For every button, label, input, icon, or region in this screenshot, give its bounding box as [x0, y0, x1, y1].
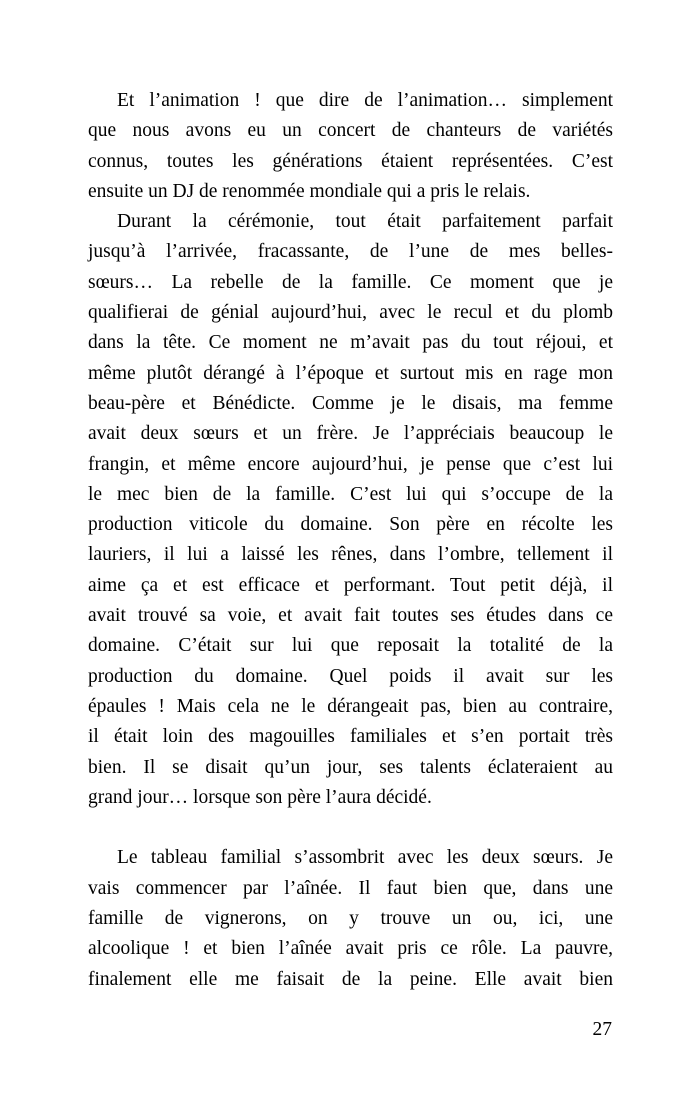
text-line: domaine. C’était sur lui que reposait la totalité de la — [88, 635, 613, 657]
text-line: avait deux sœurs et un frère. Je l’appréciais beaucoup le — [88, 423, 613, 445]
text-line: Le tableau familial s’assombrit avec les deux sœurs. Je — [117, 847, 613, 869]
text-line: production viticole du domaine. Son père en récolte les — [88, 514, 613, 536]
text-line: que nous avons eu un concert de chanteurs de variétés — [88, 120, 613, 142]
paragraph — [88, 843, 613, 994]
text-line: famille de vignerons, on y trouve un ou, ici, une — [88, 908, 613, 930]
text-line: aime ça et est efficace et performant. Tout petit déjà, il — [88, 574, 613, 596]
text-line: Durant la cérémonie, tout était parfaitement parfait — [117, 211, 613, 233]
text-line: bien. Il se disait qu’un jour, ses talents éclateraient au — [88, 756, 613, 778]
text-line: production du domaine. Quel poids il avait sur les — [88, 665, 613, 687]
paragraph-gap — [88, 813, 613, 843]
paragraph — [88, 207, 613, 813]
text-line: alcoolique ! et bien l’aînée avait pris ce rôle. La pauvre, — [88, 938, 613, 960]
text-line: lauriers, il lui a laissé les rênes, dans l’ombre, tellement il — [88, 544, 613, 566]
text-line: qualifierai de génial aujourd’hui, avec le recul et du plomb — [88, 302, 613, 324]
text-line: beau-père et Bénédicte. Comme je le disais, ma femme — [88, 392, 613, 414]
text-line: avait trouvé sa voie, et avait fait toutes ses études dans ce — [88, 605, 613, 627]
text-line: même plutôt dérangé à l’époque et surtout mis en rage mon — [88, 362, 613, 384]
page-body — [88, 86, 613, 995]
text-line: frangin, et même encore aujourd’hui, je pense que c’est lui — [88, 453, 613, 475]
text-line: connus, toutes les générations étaient représentées. C’est — [88, 150, 613, 172]
text-line: vais commencer par l’aînée. Il faut bien que, dans une — [88, 877, 613, 899]
text-line: épaules ! Mais cela ne le dérangeait pas, bien au contraire, — [88, 695, 613, 717]
text-line: finalement elle me faisait de la peine. Elle avait bien — [88, 968, 613, 990]
paragraph — [88, 86, 613, 207]
text-line: ensuite un DJ de renommée mondiale qui a pris le relais. — [88, 180, 531, 202]
text-line: sœurs… La rebelle de la famille. Ce moment que je — [88, 271, 613, 293]
text-line: Et l’animation ! que dire de l’animation… simplement — [117, 90, 613, 111]
text-line: dans la tête. Ce moment ne m’avait pas du tout réjoui, et — [88, 332, 613, 354]
text-line: jusqu’à l’arrivée, fracassante, de l’une de mes belles- — [88, 241, 613, 263]
text-line: il était loin des magouilles familiales et s’en portait très — [88, 726, 613, 748]
text-line: grand jour… lorsque son père l’aura décidé. — [88, 786, 432, 808]
page-number: 27 — [592, 1019, 612, 1040]
text-line: le mec bien de la famille. C’est lui qui s’occupe de la — [88, 483, 613, 505]
